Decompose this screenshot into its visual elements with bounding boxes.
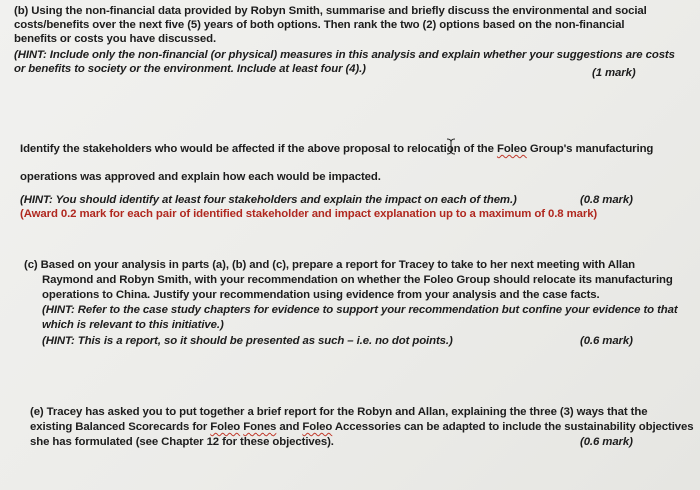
section-b-hint-line-1: (HINT: Include only the non-financial (or physical) measures in this analysis and explain whether your suggestions are costs bbox=[14, 49, 675, 61]
stakeholders-line-1 bbox=[20, 142, 653, 156]
section-e-line-2 bbox=[30, 420, 693, 434]
section-e-line-2-and: and bbox=[276, 421, 303, 433]
section-b-mark: (1 mark) bbox=[592, 67, 636, 79]
section-c-hint-2: (HINT: This is a report, so it should be presented as such – i.e. no dot points.) bbox=[42, 335, 453, 347]
section-c-hint-1-line-1: (HINT: Refer to the case study chapters for evidence to support your recommendation but confine your evidence to that bbox=[42, 304, 678, 316]
foleo-word: Foleo bbox=[210, 421, 241, 433]
section-c-mark: (0.6 mark) bbox=[580, 335, 633, 347]
section-c-line-1: (c) Based on your analysis in parts (a), (b) and (c), prepare a report for Tracey to take to her next meeting with Allan bbox=[24, 259, 636, 271]
section-e-line-2-end: Accessories can be adapted to include the sustainability objectives bbox=[332, 421, 694, 433]
section-b-line-1: (b) Using the non-financial data provided by Robyn Smith, summarise and briefly discuss the environmental and social bbox=[14, 5, 647, 17]
foleo-word: Foleo bbox=[496, 143, 527, 155]
section-b-line-2: costs/benefits over the next five (5) years of both options. Then rank the two (2) options based on the non-financial bbox=[14, 19, 625, 31]
stakeholders-line-1-end: Group's manufacturing bbox=[526, 143, 654, 155]
section-b-line-3: benefits or costs you have discussed. bbox=[14, 33, 217, 45]
stakeholders-mark: (0.8 mark) bbox=[580, 194, 633, 206]
stakeholders-line-2: operations was approved and explain how each would be impacted. bbox=[20, 171, 381, 183]
stakeholders-hint: (HINT: You should identify at least four stakeholders and explain the impact on each of them.) bbox=[20, 194, 517, 206]
stakeholders-award: (Award 0.2 mark for each pair of identified stakeholder and impact explanation up to a maximum of 0.8 mark) bbox=[20, 208, 598, 220]
section-c-line-3: operations to China. Justify your recommendation using evidence from your analysis and the case facts. bbox=[42, 289, 600, 301]
section-e-line-3: she has formulated (see Chapter 12 for these objectives). bbox=[30, 436, 334, 448]
section-e-mark: (0.6 mark) bbox=[580, 436, 633, 448]
fones-word: Fones bbox=[243, 421, 277, 433]
section-e-line-2-text: existing Balanced Scorecards for bbox=[30, 421, 211, 433]
stakeholders-line-1-text: Identify the stakeholders who would be affected if the above proposal to relocation of the bbox=[20, 143, 497, 155]
text-cursor-icon bbox=[446, 138, 456, 155]
section-b-hint-line-2: or benefits to society or the environment. Include at least four (4).) bbox=[14, 63, 366, 75]
foleo-word: Foleo bbox=[302, 421, 333, 433]
section-c-hint-1-line-2: which is relevant to this initiative.) bbox=[42, 319, 224, 331]
section-c-line-2: Raymond and Robyn Smith, with your recommendation on whether the Foleo Group should relocate its manufacturing bbox=[42, 274, 673, 286]
section-e-line-1: (e) Tracey has asked you to put together a brief report for the Robyn and Allan, explaining the three (3) ways that the bbox=[30, 406, 648, 418]
